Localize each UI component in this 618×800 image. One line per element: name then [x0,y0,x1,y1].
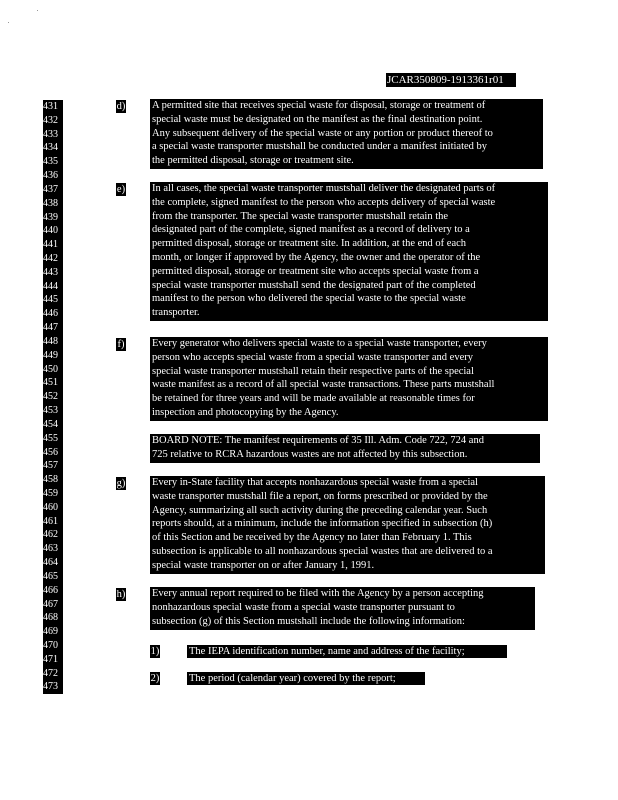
text-line: the permitted disposal, storage or treatment site. [152,155,354,167]
text-line: of this Section and be received by the Agency no later than February 1. This [152,532,472,544]
text-line: Every annual report required to be filed with the Agency by a person accepting [152,588,484,599]
text-line: transporter. [152,307,200,319]
line-number: 431 [43,101,58,112]
text-line: nonhazardous special waste from a special waste transporter pursuant to [152,601,455,613]
text-line: reports should, at a minimum, include the information specified in subsection (h) [152,518,493,530]
text-line: manifest to the person who delivered the special waste to the special waste [152,293,466,305]
line-number: 436 [43,170,58,182]
text-line: special waste transporter on or after January 1, 1991. [152,559,375,571]
line-number: 434 [43,142,58,154]
text-line: inspection and photocopying by the Agency. [152,406,339,418]
paragraph-e [150,182,548,321]
text-line: permitted disposal, storage or treatment site who accepts special waste from a [152,265,479,277]
line-number: 457 [43,460,58,472]
line-number: 438 [43,197,58,209]
line-number: 469 [43,626,58,638]
text-line: waste manifest as a record of all special waste transactions. These parts mustshall [152,379,495,391]
line-number: 464 [43,557,58,569]
text-line: permitted disposal, storage or treatment site. In addition, at the end of each [152,238,467,250]
text-line: 725 relative to RCRA hazardous wastes are not affected by this subsection. [152,448,468,460]
text-line: Agency, summarizing all such activity during the preceding calendar year. Such [152,504,488,516]
paragraph-label-f: f) [117,339,125,350]
paragraph-f [150,337,548,421]
text-line: from the transporter. The special waste transporter mustshall retain the [152,210,449,222]
paragraph-h [150,587,535,630]
line-number: 467 [43,598,58,610]
text-line: special waste must be designated on the manifest as the final destination point. [152,113,483,125]
line-number: 456 [43,446,58,458]
line-number: 451 [43,377,58,389]
line-number: 463 [43,543,58,555]
line-number: 459 [43,487,58,499]
text-line: subsection is applicable to all nonhazardous special wastes that are delivered to a [152,545,493,557]
text-line: subsection (g) of this Section mustshall include the following information: [152,615,465,627]
item-label-2: 2) [150,673,160,684]
line-number: 442 [43,253,58,265]
paragraph-label-h: h) [116,589,126,600]
item-text-2: The period (calendar year) covered by the report; [187,672,425,685]
line-number: 455 [43,432,58,444]
line-number: 453 [43,405,58,417]
text-line: special waste transporter mustshall retain their respective parts of the special [152,365,474,377]
line-number: 466 [43,584,58,596]
line-number: 473 [43,681,58,693]
text-line: BOARD NOTE: The manifest requirements of 35 Ill. Adm. Code 722, 724 and [152,435,484,446]
text-line: a special waste transporter mustshall be conducted under a manifest initiated by [152,141,488,153]
item-text-1: The IEPA identification number, name and address of the facility; [187,645,507,658]
line-number: 462 [43,529,58,541]
text-line: designated part of the complete, signed manifest as a record of delivery to a [152,224,470,236]
line-number: 471 [43,653,58,665]
line-number: 449 [43,349,58,361]
line-number: 439 [43,211,58,223]
line-number: 452 [43,391,58,403]
line-number: 446 [43,308,58,320]
line-number: 460 [43,501,58,513]
document-id: JCAR350809-1913361r01 [386,73,516,87]
line-number: 441 [43,239,58,251]
line-number: 447 [43,322,58,334]
text-line: month, or longer if approved by the Agency, the owner and the operator of the [152,251,481,263]
text-line: Every in-State facility that accepts nonhazardous special waste from a special [152,477,478,488]
paragraph-d [150,99,543,169]
line-number: 433 [43,128,58,140]
board-note [150,434,540,463]
line-number: 472 [43,667,58,679]
text-line: be retained for three years and will be made available at reasonable times for [152,393,475,405]
line-number: 445 [43,294,58,306]
text-line: In all cases, the special waste transporter mustshall deliver the designated parts of [152,183,496,194]
text-line: waste transporter mustshall file a report, on forms prescribed or provided by the [152,490,488,502]
paragraph-label-g: g) [116,478,126,489]
text-line: Every generator who delivers special waste to a special waste transporter, every [152,338,487,349]
line-number: 450 [43,363,58,375]
text-line: person who accepts special waste from a special waste transporter and every [152,351,473,363]
text-line: A permitted site that receives special waste for disposal, storage or treatment of [152,100,486,111]
line-number: 454 [43,418,58,430]
paragraph-label-d: d) [116,101,126,112]
paragraph-label-e: e) [116,184,126,195]
line-number: 443 [43,266,58,278]
line-number: 468 [43,612,58,624]
scan-speck [37,10,38,11]
line-number: 435 [43,156,58,168]
line-number: 432 [43,114,58,126]
text-line: Any subsequent delivery of the special waste or any portion or product thereof to [152,127,493,139]
line-number: 437 [43,183,58,195]
scan-speck [8,22,9,23]
line-number: 448 [43,335,58,347]
line-number: 440 [43,225,58,237]
text-line: the complete, signed manifest to the person who accepts delivery of special waste [152,196,496,208]
line-number: 470 [43,639,58,651]
line-number: 465 [43,570,58,582]
line-number: 461 [43,515,58,527]
text-line: special waste transporter mustshall send the designated part of the completed [152,279,476,291]
line-number: 458 [43,474,58,486]
line-number: 444 [43,280,58,292]
paragraph-g [150,476,545,574]
item-label-1: 1) [150,646,160,657]
